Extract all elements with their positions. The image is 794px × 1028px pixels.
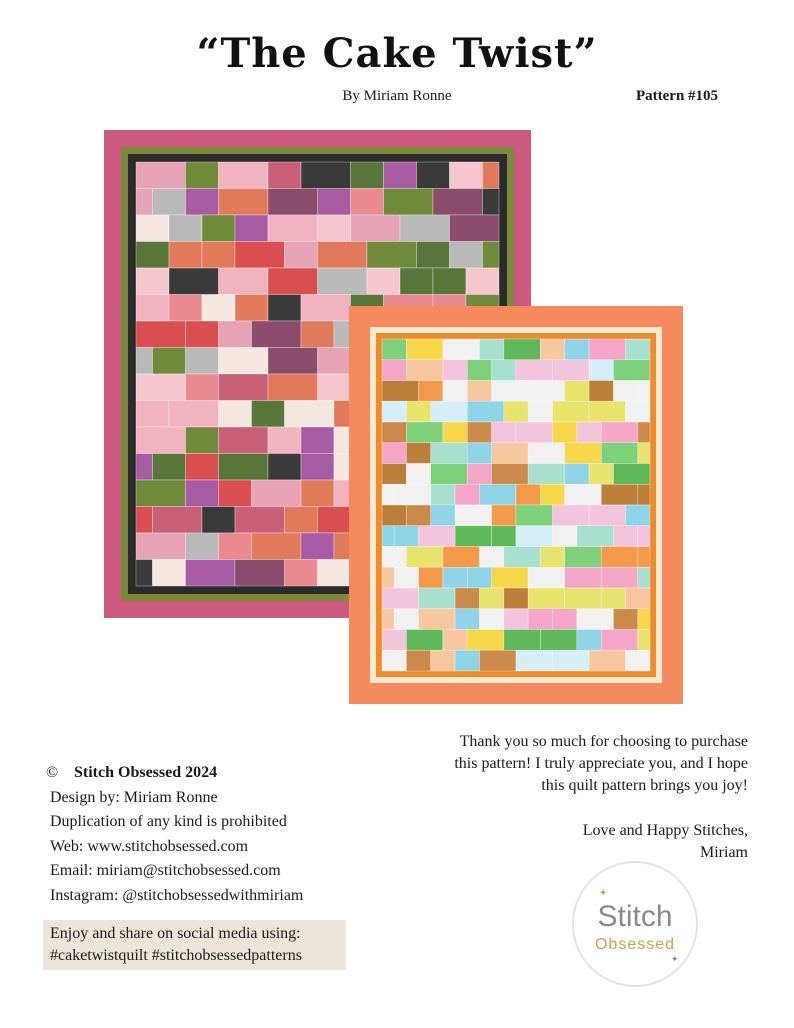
- quilt-block: [382, 630, 406, 651]
- quilt-block: [419, 588, 456, 609]
- quilt-block: [577, 422, 601, 443]
- quilt-block: [467, 464, 491, 485]
- quilt-block: [565, 381, 589, 402]
- quilt-block: [186, 189, 219, 216]
- quilt-block: [431, 650, 455, 671]
- quilt-block: [268, 295, 301, 322]
- quilt-block: [382, 464, 406, 485]
- quilt-block: [235, 560, 285, 587]
- quilt-block: [136, 295, 169, 322]
- quilt-block: [450, 215, 500, 242]
- pattern-number: Pattern #105: [636, 88, 719, 104]
- quilt-block: [504, 588, 528, 609]
- quilt-block: [504, 609, 528, 630]
- quilt-block: [406, 443, 430, 464]
- quilt-block: [565, 464, 589, 485]
- quilt-block: [382, 339, 406, 360]
- quilt-block: [528, 381, 565, 402]
- thank-you-line: Thank you so much for choosing to purchase: [459, 733, 748, 750]
- quilt-block: [565, 443, 602, 464]
- quilt-block: [613, 526, 637, 547]
- copyright-line: [46, 761, 303, 786]
- quilt-block: [443, 360, 467, 381]
- quilt-block: [492, 505, 516, 526]
- hashtag-list: #caketwistquilt #stitchobsessedpatterns: [50, 947, 302, 964]
- quilt-block: [394, 567, 418, 588]
- quilt-block: [136, 162, 186, 189]
- quilt-block: [153, 507, 203, 534]
- quilt-block: [565, 484, 602, 505]
- quilt-block: [419, 381, 443, 402]
- quilt-block: [351, 215, 401, 242]
- quilt-block: [492, 422, 516, 443]
- quilt-block: [136, 268, 169, 295]
- quilt-block: [406, 339, 443, 360]
- quilt-block: [467, 630, 504, 651]
- quilt-block: [516, 422, 553, 443]
- quilt-block: [169, 401, 219, 428]
- quilt-block: [202, 507, 235, 534]
- quilt-block: [169, 215, 202, 242]
- quilt-block: [186, 348, 219, 375]
- quilt-block: [528, 609, 552, 630]
- quilt-block: [268, 268, 318, 295]
- duplication-notice: Duplication of any kind is prohibited: [50, 813, 287, 830]
- hashtag-box: [43, 920, 346, 970]
- quilt-block: [492, 526, 516, 547]
- copyright-icon: ©: [46, 764, 59, 781]
- quilt-block: [492, 381, 529, 402]
- sparkle-icon: ✦: [671, 955, 679, 965]
- quilt-block: [479, 547, 503, 568]
- logo-word-stitch: Stitch: [597, 900, 673, 933]
- quilt-block: [601, 422, 638, 443]
- quilt-block: [219, 480, 252, 507]
- quilt-block: [382, 547, 406, 568]
- quilt-image-orange: [349, 306, 683, 704]
- quilt-block: [443, 630, 467, 651]
- quilt-block: [601, 567, 638, 588]
- quilt-block: [285, 401, 335, 428]
- quilt-block: [638, 381, 650, 402]
- quilt-block: [153, 189, 186, 216]
- quilt-block: [613, 360, 650, 381]
- quilt-block: [433, 268, 466, 295]
- quilt-block: [601, 588, 625, 609]
- quilt-block: [483, 242, 500, 269]
- quilt-block: [136, 348, 153, 375]
- quilt-block: [382, 422, 406, 443]
- quilt-block: [268, 189, 318, 216]
- quilt-block: [186, 560, 236, 587]
- quilt-block: [285, 242, 318, 269]
- quilt-block: [301, 533, 334, 560]
- quilt-block: [400, 268, 433, 295]
- quilt-block: [528, 567, 565, 588]
- quilt-block: [483, 162, 500, 189]
- quilt-block: [492, 464, 529, 485]
- quilt-block: [504, 630, 541, 651]
- quilt-block: [455, 526, 492, 547]
- quilt-block: [626, 401, 650, 422]
- quilt-block: [601, 547, 638, 568]
- quilt-block: [169, 295, 202, 322]
- quilt-block: [382, 650, 406, 671]
- quilt-block: [492, 360, 516, 381]
- quilt-block: [466, 268, 499, 295]
- quilt-block: [382, 505, 406, 526]
- copyright-text: Stitch Obsessed 2024: [74, 764, 218, 781]
- quilt-block: [638, 443, 650, 464]
- quilt-block: [565, 547, 602, 568]
- quilt-block: [252, 480, 302, 507]
- quilt-block: [382, 443, 406, 464]
- quilt-block: [638, 526, 650, 547]
- quilt-block: [450, 162, 483, 189]
- quilt-block: [367, 268, 400, 295]
- quilt-block: [406, 630, 443, 651]
- thank-you-line: this pattern! I truly appreciate you, and I hope: [454, 755, 748, 772]
- quilt-block: [235, 507, 285, 534]
- quilt-block: [394, 609, 418, 630]
- quilt-block: [431, 505, 455, 526]
- quilt-block: [186, 321, 219, 348]
- quilt-orange-graphic: [349, 306, 683, 704]
- quilt-block: [153, 454, 186, 481]
- thank-you-line: this quilt pattern brings you joy!: [541, 777, 748, 794]
- quilt-block: [301, 427, 334, 454]
- quilt-block: [626, 505, 650, 526]
- quilt-block: [504, 547, 541, 568]
- quilt-block: [219, 454, 269, 481]
- quilt-block: [136, 242, 169, 269]
- quilt-block: [318, 215, 351, 242]
- quilt-block: [419, 609, 456, 630]
- quilt-block: [467, 360, 491, 381]
- quilt-block: [318, 268, 368, 295]
- signoff: [448, 820, 748, 864]
- quilt-block: [516, 360, 553, 381]
- quilt-block: [626, 650, 650, 671]
- quilt-block: [467, 443, 491, 464]
- quilt-block: [479, 650, 516, 671]
- quilt-block: [601, 443, 638, 464]
- quilt-block: [382, 609, 394, 630]
- quilt-block: [136, 454, 153, 481]
- quilt-block: [455, 588, 479, 609]
- quilt-block: [504, 339, 541, 360]
- quilt-block: [553, 650, 590, 671]
- quilt-block: [528, 588, 565, 609]
- quilt-block: [219, 321, 252, 348]
- quilt-block: [382, 526, 394, 547]
- quilt-block: [219, 401, 252, 428]
- quilt-block: [431, 484, 455, 505]
- quilt-block: [367, 242, 417, 269]
- quilt-block: [186, 427, 219, 454]
- quilt-block: [382, 567, 394, 588]
- quilt-block: [589, 505, 626, 526]
- quilt-block: [528, 464, 565, 485]
- quilt-block: [219, 162, 269, 189]
- quilt-block: [136, 480, 186, 507]
- quilt-block: [455, 609, 479, 630]
- quilt-block: [219, 374, 269, 401]
- quilt-block: [516, 650, 553, 671]
- quilt-block: [301, 162, 351, 189]
- quilt-block: [589, 401, 626, 422]
- quilt-block: [553, 505, 590, 526]
- quilt-block: [553, 401, 590, 422]
- quilt-block: [553, 422, 577, 443]
- quilt-block: [186, 454, 219, 481]
- quilt-block: [638, 630, 650, 651]
- quilt-block: [638, 484, 650, 505]
- quilt-block: [540, 339, 564, 360]
- quilt-block: [202, 242, 235, 269]
- quilt-block: [382, 588, 419, 609]
- quilt-block: [455, 650, 479, 671]
- quilt-block: [406, 401, 430, 422]
- quilt-block: [394, 484, 431, 505]
- quilt-block: [638, 547, 650, 568]
- quilt-block: [589, 360, 613, 381]
- quilt-block: [351, 189, 384, 216]
- quilt-block: [136, 374, 186, 401]
- quilt-block: [450, 242, 483, 269]
- quilt-block: [613, 381, 637, 402]
- quilt-block: [400, 215, 450, 242]
- quilt-block: [406, 505, 430, 526]
- designer-byline: By Miriam Ronne: [342, 88, 452, 104]
- quilt-block: [626, 339, 650, 360]
- quilt-block: [577, 526, 614, 547]
- quilt-block: [186, 533, 219, 560]
- quilt-block: [186, 374, 219, 401]
- quilt-block: [492, 443, 529, 464]
- quilt-block: [219, 268, 269, 295]
- quilt-block: [419, 567, 443, 588]
- quilt-block: [540, 547, 564, 568]
- quilt-block: [318, 348, 351, 375]
- quilt-block: [638, 609, 650, 630]
- quilt-block: [318, 242, 368, 269]
- quilt-block: [382, 360, 406, 381]
- quilt-block: [638, 567, 650, 588]
- quilt-block: [589, 650, 626, 671]
- quilt-block: [136, 189, 153, 216]
- quilt-block: [443, 567, 467, 588]
- quilt-block: [268, 427, 301, 454]
- quilt-block: [577, 630, 601, 651]
- quilt-block: [136, 507, 153, 534]
- quilt-block: [565, 567, 602, 588]
- quilt-block: [406, 464, 430, 485]
- quilt-block: [136, 401, 169, 428]
- quilt-block: [268, 374, 318, 401]
- quilt-block: [613, 464, 650, 485]
- signoff-line: Love and Happy Stitches,: [582, 822, 748, 839]
- quilt-block: [443, 381, 467, 402]
- quilt-block: [169, 242, 202, 269]
- pattern-info: [46, 761, 304, 908]
- quilt-block: [483, 189, 500, 216]
- quilt-block: [382, 484, 394, 505]
- quilt-block: [219, 427, 269, 454]
- quilt-block: [136, 560, 153, 587]
- quilt-block: [455, 484, 479, 505]
- quilt-block: [301, 454, 334, 481]
- quilt-block: [235, 215, 268, 242]
- quilt-block: [601, 484, 638, 505]
- quilt-block: [504, 401, 528, 422]
- quilt-block: [479, 609, 503, 630]
- quilt-block: [553, 360, 590, 381]
- quilt-block: [565, 588, 602, 609]
- logo-graphic: [571, 860, 699, 988]
- quilt-block: [492, 567, 529, 588]
- quilt-block: [443, 547, 480, 568]
- quilt-block: [540, 630, 577, 651]
- quilt-block: [406, 650, 430, 671]
- quilt-block: [417, 162, 450, 189]
- quilt-block: [382, 381, 419, 402]
- quilt-block: [431, 443, 468, 464]
- quilt-block: [467, 381, 491, 402]
- quilt-block: [565, 339, 589, 360]
- quilt-block: [153, 560, 186, 587]
- quilt-block: [431, 464, 468, 485]
- quilt-block: [268, 162, 301, 189]
- quilt-block: [433, 189, 483, 216]
- quilt-block: [406, 422, 443, 443]
- quilt-block: [136, 321, 186, 348]
- quilt-block: [169, 268, 219, 295]
- logo-word-obsessed: Obsessed: [594, 936, 676, 953]
- quilt-block: [528, 443, 565, 464]
- quilt-block: [382, 401, 406, 422]
- stitch-obsessed-logo: [571, 860, 699, 988]
- quilt-block: [431, 401, 468, 422]
- quilt-block: [419, 526, 456, 547]
- thank-you-message: [368, 731, 748, 797]
- sparkle-icon: ✦: [599, 888, 608, 899]
- quilt-block: [301, 480, 334, 507]
- quilt-block: [351, 162, 384, 189]
- quilt-block: [219, 348, 269, 375]
- quilt-block: [577, 609, 614, 630]
- quilt-block: [394, 526, 418, 547]
- quilt-block: [252, 321, 302, 348]
- quilt-block: [235, 242, 285, 269]
- quilt-block: [186, 162, 219, 189]
- website-text: Web: www.stitchobsessed.com: [50, 837, 249, 855]
- quilt-block: [467, 422, 491, 443]
- quilt-block: [384, 162, 417, 189]
- email-text: Email: miriam@stitchobsessed.com: [50, 862, 281, 879]
- quilt-block: [268, 215, 318, 242]
- quilt-block: [285, 507, 318, 534]
- quilt-block: [626, 588, 650, 609]
- quilt-block: [479, 588, 503, 609]
- quilt-block: [589, 464, 613, 485]
- quilt-block: [467, 401, 504, 422]
- quilt-block: [589, 381, 613, 402]
- signoff-name: Miriam: [700, 844, 748, 861]
- quilt-block: [136, 533, 186, 560]
- quilt-block: [528, 401, 552, 422]
- design-credit: Design by: Miriam Ronne: [50, 788, 218, 806]
- quilt-block: [153, 348, 186, 375]
- quilt-block: [455, 505, 492, 526]
- quilt-block: [479, 339, 503, 360]
- quilt-block: [301, 295, 351, 322]
- quilt-block: [252, 533, 302, 560]
- quilt-block: [384, 189, 434, 216]
- quilt-block: [443, 422, 467, 443]
- quilt-block: [553, 609, 577, 630]
- quilt-block: [553, 526, 577, 547]
- quilt-block: [589, 339, 626, 360]
- quilt-block: [406, 360, 443, 381]
- quilt-block: [268, 348, 318, 375]
- quilt-block: [285, 560, 318, 587]
- quilt-block: [479, 484, 516, 505]
- quilt-block: [136, 427, 186, 454]
- quilt-block: [613, 609, 637, 630]
- quilt-block: [443, 339, 480, 360]
- hashtag-intro: Enjoy and share on social media using:: [50, 925, 301, 942]
- pattern-title: “The Cake Twist”: [196, 30, 598, 77]
- quilt-block: [318, 189, 351, 216]
- quilt-block: [516, 484, 540, 505]
- quilt-block: [601, 630, 638, 651]
- quilt-block: [202, 295, 235, 322]
- quilt-block: [235, 295, 268, 322]
- quilt-block: [219, 189, 269, 216]
- quilt-block: [268, 454, 301, 481]
- quilt-block: [516, 505, 553, 526]
- quilt-block: [540, 484, 564, 505]
- instagram-text: Instagram: @stitchobsessedwithmiriam: [50, 886, 304, 904]
- quilt-block: [301, 321, 334, 348]
- quilt-block: [406, 547, 443, 568]
- quilt-block: [252, 401, 285, 428]
- quilt-block: [467, 567, 491, 588]
- quilt-block: [638, 422, 650, 443]
- quilt-block: [219, 533, 252, 560]
- quilt-block: [186, 480, 219, 507]
- quilt-block: [516, 526, 553, 547]
- quilt-block: [417, 242, 450, 269]
- quilt-block: [136, 215, 169, 242]
- quilt-block: [202, 215, 235, 242]
